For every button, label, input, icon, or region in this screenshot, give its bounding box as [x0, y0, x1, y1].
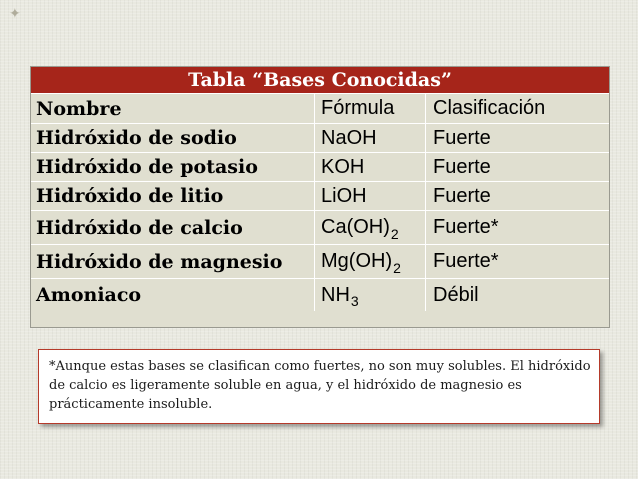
cell-formula: [314, 245, 425, 278]
cell-clasificacion: Fuerte*: [425, 211, 609, 244]
table-title: Tabla “Bases Conocidas”: [31, 67, 609, 93]
formula-subscript: 3: [350, 293, 359, 309]
cell-nombre: Hidróxido de litio: [36, 185, 224, 207]
formula-text: KOH: [321, 155, 365, 178]
four-point-star-icon: ✦: [9, 6, 21, 22]
cell-formula: [314, 279, 425, 311]
header-nombre: Nombre: [36, 97, 122, 120]
cell-formula: [314, 211, 425, 244]
cell-formula: [314, 153, 425, 181]
cell-nombre: Amoniaco: [36, 284, 142, 306]
cell-nombre: Hidróxido de potasio: [36, 156, 258, 178]
cell-nombre: Hidróxido de calcio: [36, 216, 243, 239]
formula-text: Mg(OH): [321, 250, 393, 272]
cell-formula: [314, 182, 425, 210]
cell-formula: [314, 124, 425, 152]
formula-subscript: 2: [393, 259, 401, 276]
cell-nombre: Hidróxido de magnesio: [36, 250, 283, 273]
header-clasificacion: Clasificación: [425, 94, 609, 123]
table-header-row: [31, 93, 609, 123]
cell-clasificacion: Fuerte: [425, 153, 609, 181]
formula-text: NaOH: [321, 126, 377, 149]
header-formula: Fórmula: [314, 94, 425, 123]
cell-clasificacion: Débil: [425, 279, 609, 311]
footnote-box: [38, 349, 600, 424]
cell-clasificacion: Fuerte*: [425, 245, 609, 278]
table-row: [31, 278, 609, 311]
table-row: [31, 181, 609, 210]
table-row: [31, 123, 609, 152]
formula-text: Ca(OH): [321, 216, 390, 238]
table-row: [31, 152, 609, 181]
footnote-text: *Aunque estas bases se clasifican como fuertes, no son muy solubles. El hidróxido de calcio es ligeramente soluble en agua, y el hidróxido de magnesio es prácticamente insoluble.: [49, 359, 591, 412]
cell-clasificacion: Fuerte: [425, 182, 609, 210]
formula-text: NH: [321, 283, 350, 306]
formula-subscript: 2: [390, 225, 399, 242]
table-row: [31, 244, 609, 278]
bases-table: [31, 67, 609, 327]
cell-clasificacion: Fuerte: [425, 124, 609, 152]
cell-nombre: Hidróxido de sodio: [36, 127, 237, 149]
formula-text: LiOH: [321, 184, 367, 207]
table-row: [31, 210, 609, 244]
